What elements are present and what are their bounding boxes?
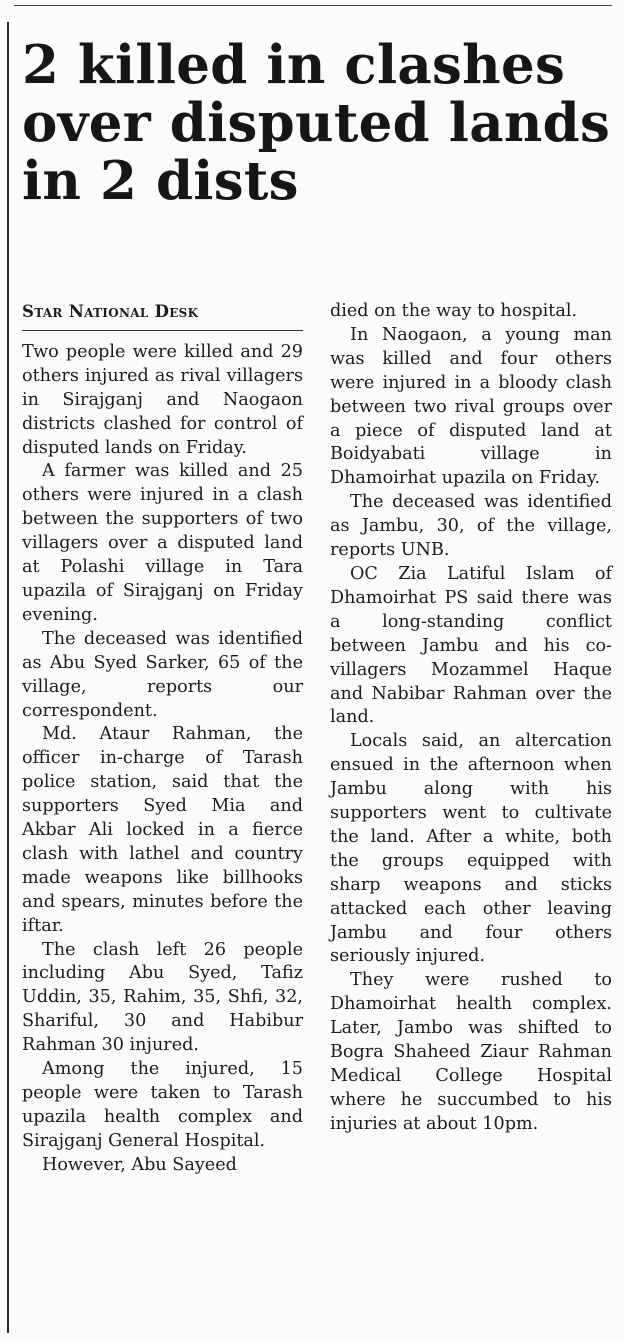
paragraph: Two people were killed and 29 others injured as rival villagers in Sirajganj and Naogaon districts clashed for control of disputed lands on Friday. — [22, 341, 303, 458]
paragraph: Among the injured, 15 people were taken to Tarash upazila health complex and Sirajganj General Hospital. — [22, 1059, 303, 1151]
paragraph: Locals said, an altercation ensued in the afternoon when Jambu along with his supporters went to cultivate the land. After a white, both the groups equipped with sharp weapons and sticks attacked each other leaving Jambu and four others seriously injured. — [330, 731, 612, 967]
paragraph: OC Zia Latiful Islam of Dhamoirhat PS said there was a long-standing conflict between Jambu and his co-villagers Mozammel Haque and Nabibar Rahman over the land. — [330, 563, 612, 728]
left-rule — [7, 22, 9, 1333]
paragraph: However, Abu Sayeed — [42, 1154, 237, 1175]
paragraph: Md. Ataur Rahman, the officer in-charge of Tarash police station, said that the supporters Syed Mia and Akbar Ali locked in a fierce clash with lathel and country made weapons like billhooks and spears, minutes before the iftar. — [22, 724, 303, 936]
paragraph: The deceased was identified as Abu Syed Sarker, 65 of the village, reports our correspondent. — [22, 628, 303, 721]
right-column — [330, 300, 612, 1137]
byline: Star National Desk — [22, 300, 303, 331]
paragraph: They were rushed to Dhamoirhat health complex. Later, Jambo was shifted to Bogra Shaheed Ziaur Rahman Medical College Hospital where he succumbed to his injuries at about 10pm. — [330, 970, 612, 1134]
paragraph: In Naogaon, a young man was killed and four others were injured in a bloody clash between two rival groups over a piece of disputed land at Boidyabati village in Dhamoirhat upazila on Friday. — [330, 324, 612, 489]
paragraph: The clash left 26 people including Abu Syed, Tafiz Uddin, 35, Rahim, 35, Shfi, 32, Shariful, 30 and Habibur Rahman 30 injured. — [22, 939, 303, 1056]
left-column — [22, 300, 303, 1178]
top-rule — [14, 5, 612, 6]
paragraph: A farmer was killed and 25 others were injured in a clash between the supporters of two villagers over a disputed land at Polashi village in Tara upazila of Sirajganj on Friday evening. — [22, 461, 303, 625]
headline: 2 killed in clashes over disputed lands in 2 dists — [22, 34, 611, 212]
paragraph-continued: died on the way to hospital. — [330, 301, 578, 321]
paragraph: The deceased was identified as Jambu, 30, of the village, reports UNB. — [330, 492, 612, 561]
